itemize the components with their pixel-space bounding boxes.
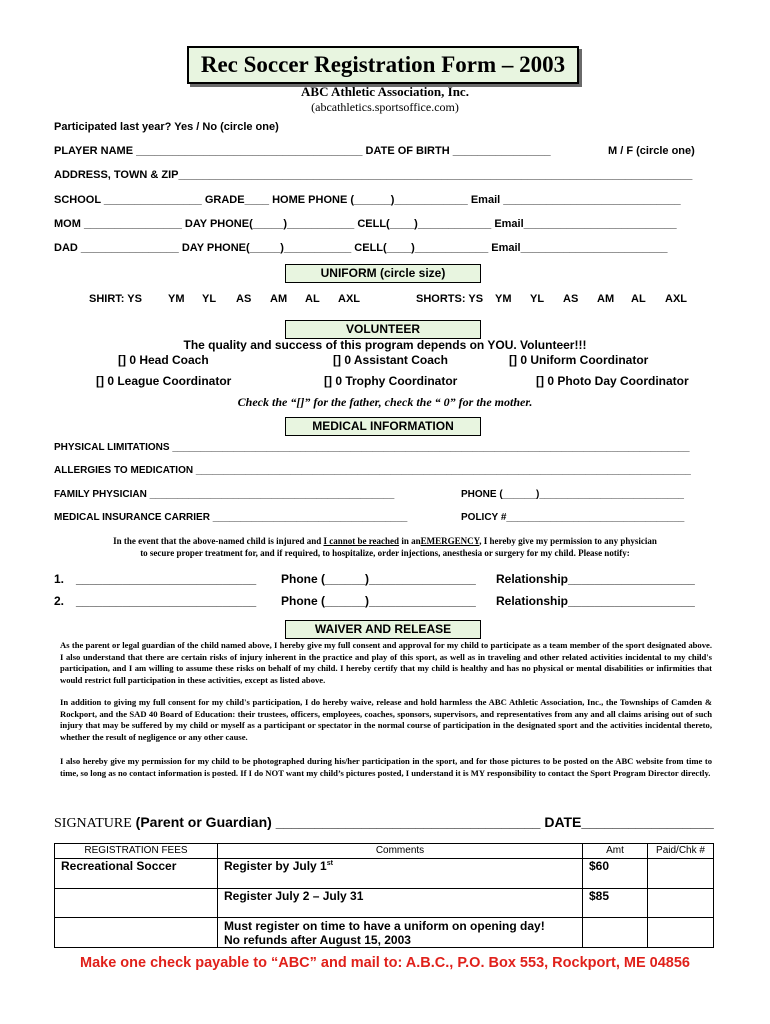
address-field[interactable]: ADDRESS, TOWN & ZIP____________________________________________________________________________________ bbox=[54, 169, 693, 181]
fee-paid-cell[interactable] bbox=[648, 859, 714, 889]
waiver-paragraph-2: In addition to giving my full consent for my child's participation, I do hereby waive, release and hold harmless the ABC Athletic Association, Inc., the Townships of Camden & Rockport, and the SAD 40 Board of Education: their trustees, officers, employees, coaches, sponsors, supervisors, and representatives from any and all claims arising out of such injury that may be suffered by my child or myself as a participant or spectator in the normal course of participation in the designated sport and the activities incidental thereto, whether the result of negligence or any other cause. bbox=[60, 697, 712, 742]
participated-last-year: Participated last year? Yes / No (circle one) bbox=[54, 121, 279, 133]
fee-note bbox=[218, 918, 583, 948]
fee-paid-cell[interactable] bbox=[648, 889, 714, 918]
allergies-field[interactable]: ALLERGIES TO MEDICATION _________________________________________________________________________________________ bbox=[54, 465, 691, 476]
shirt-size[interactable]: YL bbox=[202, 293, 217, 305]
shirt-size[interactable]: AXL bbox=[338, 293, 360, 305]
table-row bbox=[55, 889, 714, 918]
shirt-size[interactable]: AS bbox=[236, 293, 252, 305]
dob-field[interactable]: DATE OF BIRTH ________________ bbox=[365, 145, 551, 157]
uniform-sizes bbox=[0, 293, 770, 307]
fee-note-line-2: No refunds after August 15, 2003 bbox=[224, 933, 411, 947]
shirt-size[interactable]: AM bbox=[270, 293, 288, 305]
dad-row[interactable]: DAD ________________ DAY PHONE(_____)___________ CELL(____)____________ Email________________________ bbox=[54, 242, 668, 254]
player-name-field[interactable]: PLAYER NAME _____________________________________ bbox=[54, 145, 363, 157]
fee-comment-text: Register by July 1 bbox=[224, 859, 327, 873]
shorts-size[interactable]: AXL bbox=[665, 293, 687, 305]
physical-limitations-field[interactable]: PHYSICAL LIMITATIONS _____________________________________________________________________________________________ bbox=[54, 442, 690, 453]
uniform-heading: UNIFORM (circle size) bbox=[285, 264, 481, 283]
insurance-row bbox=[54, 512, 716, 523]
volunteer-league-coordinator[interactable]: [] 0 League Coordinator bbox=[96, 374, 232, 388]
school-row[interactable]: SCHOOL ________________ GRADE____ HOME PHONE (______)____________ Email _____________________________ bbox=[54, 194, 681, 206]
volunteer-heading: VOLUNTEER bbox=[285, 320, 481, 339]
policy-field[interactable]: POLICY #________________________________ bbox=[461, 512, 685, 523]
mailing-instructions: Make one check payable to “ABC” and mail to: A.B.C., P.O. Box 553, Rockport, ME 04856 bbox=[80, 955, 690, 971]
fee-program bbox=[55, 889, 218, 918]
table-row bbox=[55, 918, 714, 948]
fee-comment-superscript: st bbox=[326, 860, 333, 867]
signature-field[interactable]: __________________________________ bbox=[275, 814, 541, 830]
shirt-label: SHIRT: YS bbox=[89, 293, 142, 305]
shorts-size[interactable]: AL bbox=[631, 293, 646, 305]
column-header: Comments bbox=[218, 844, 583, 859]
emergency-text: in an bbox=[401, 536, 421, 546]
column-header: Paid/Chk # bbox=[648, 844, 714, 859]
volunteer-note: Check the “[]” for the father, check the “ 0” for the mother. bbox=[237, 395, 533, 409]
insurance-carrier-field[interactable]: INSURANCE CARRIER ___________________________________ bbox=[102, 512, 408, 523]
physician-phone-field[interactable]: PHONE (______)__________________________ bbox=[461, 489, 684, 500]
emergency-line-1 bbox=[0, 536, 770, 546]
volunteer-head-coach[interactable]: [] 0 Head Coach bbox=[118, 353, 209, 367]
fee-amount bbox=[583, 918, 648, 948]
shirt-size[interactable]: YM bbox=[168, 293, 185, 305]
signature-label: SIGNATURE bbox=[54, 816, 132, 831]
medical-heading: MEDICAL INFORMATION bbox=[285, 417, 481, 436]
org-name: ABC Athletic Association, Inc. bbox=[301, 84, 469, 99]
volunteer-assistant-coach[interactable]: [] 0 Assistant Coach bbox=[333, 353, 448, 367]
shorts-size[interactable]: AS bbox=[563, 293, 579, 305]
waiver-heading: WAIVER AND RELEASE bbox=[285, 620, 481, 639]
volunteer-tagline: The quality and success of this program depends on YOU. Volunteer!!! bbox=[183, 338, 587, 352]
contact-number: 2. bbox=[54, 594, 65, 608]
emergency-text-underlined: EMERGENCY bbox=[420, 536, 480, 546]
table-header-row bbox=[55, 844, 714, 859]
photo-permission-paragraph: I also hereby give my permission for my child to be photographed during his/her participation in the sport, and for those pictures to be posted on the ABC website from time to time, so long as no contact information is posted. If I do NOT want my child’s pictures posted, I understand it is MY responsibility to contact the Sport Program Director directly. bbox=[60, 756, 712, 778]
family-physician-field[interactable]: FAMILY PHYSICIAN ____________________________________________ bbox=[54, 489, 395, 500]
signature-sub-label: (Parent or Guardian) bbox=[135, 814, 272, 830]
fee-program bbox=[55, 918, 218, 948]
shorts-size[interactable]: YM bbox=[495, 293, 512, 305]
fee-comment bbox=[218, 859, 583, 889]
registration-fees-table bbox=[54, 843, 714, 948]
emergency-text: , I hereby give my permission to any physician bbox=[479, 536, 657, 546]
waiver-paragraph-1: As the parent or legal guardian of the child named above, I hereby give my full consent and approval for my child to participate as a team member of the sport designated above. I also understand that there are certain risks of injury inherent in the practice and play of this sport, as well as in traveling and other related activities incidental to my child's participation, and I am willing to assume these risks on behalf of my child. I hereby certify that my child is healthy and has no physical or mental disabilities or infirmities that would restrict full participation in these activities, except as listed above. bbox=[60, 640, 712, 685]
insurance-prefix: MEDICAL bbox=[54, 512, 100, 523]
column-header: Amt bbox=[583, 844, 648, 859]
fee-note-line-1: Must register on time to have a uniform on opening day! bbox=[224, 919, 545, 933]
player-row bbox=[54, 145, 716, 157]
contact-relationship-field[interactable]: Relationship___________________ bbox=[496, 572, 695, 586]
fee-amount: $60 bbox=[583, 859, 648, 889]
contact-name-field[interactable]: ___________________________ bbox=[76, 572, 257, 586]
table-row bbox=[55, 859, 714, 889]
gender-field[interactable]: M / F (circle one) bbox=[608, 145, 695, 157]
shorts-size[interactable]: YL bbox=[530, 293, 545, 305]
volunteer-trophy-coordinator[interactable]: [] 0 Trophy Coordinator bbox=[324, 374, 458, 388]
form-title: Rec Soccer Registration Form – 2003 bbox=[187, 46, 579, 84]
column-header: REGISTRATION FEES bbox=[55, 844, 218, 859]
contact-name-field[interactable]: ___________________________ bbox=[76, 594, 257, 608]
mom-row[interactable]: MOM ________________ DAY PHONE(_____)___________ CELL(____)____________ Email_________________________ bbox=[54, 218, 677, 230]
contact-relationship-field[interactable]: Relationship___________________ bbox=[496, 594, 695, 608]
volunteer-uniform-coordinator[interactable]: [] 0 Uniform Coordinator bbox=[509, 353, 649, 367]
volunteer-photo-coordinator[interactable]: [] 0 Photo Day Coordinator bbox=[536, 374, 689, 388]
org-website: (abcathletics.sportsoffice.com) bbox=[311, 100, 459, 114]
contact-number: 1. bbox=[54, 572, 65, 586]
fee-comment: Register July 2 – July 31 bbox=[218, 889, 583, 918]
shorts-label: SHORTS: YS bbox=[416, 293, 484, 305]
signature-date-field[interactable]: DATE_________________ bbox=[544, 814, 714, 830]
emergency-text-underlined: I cannot be reached bbox=[323, 536, 400, 546]
fee-paid-cell[interactable] bbox=[648, 918, 714, 948]
physician-row bbox=[54, 489, 716, 500]
emergency-line-2: to secure proper treatment for, and if required, to hospitalize, order injections, anesthesia or surgery for my child. Please notify: bbox=[140, 548, 630, 558]
emergency-text: In the event that the above-named child is injured and bbox=[113, 536, 322, 546]
contact-phone-field[interactable]: Phone (______)________________ bbox=[281, 572, 476, 586]
fee-program: Recreational Soccer bbox=[55, 859, 218, 889]
contact-phone-field[interactable]: Phone (______)________________ bbox=[281, 594, 476, 608]
shorts-size[interactable]: AM bbox=[597, 293, 615, 305]
signature-row bbox=[54, 814, 714, 832]
fee-amount: $85 bbox=[583, 889, 648, 918]
shirt-size[interactable]: AL bbox=[305, 293, 320, 305]
